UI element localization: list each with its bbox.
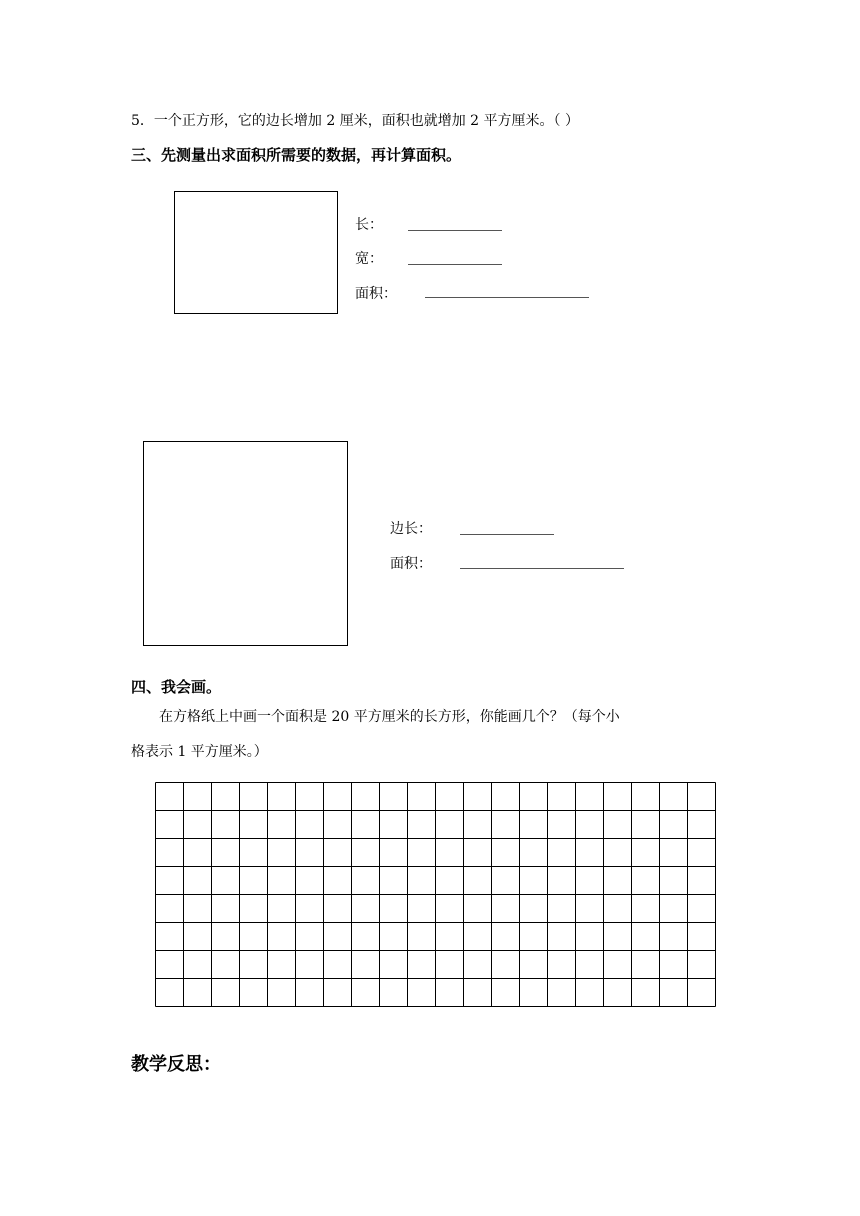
- measure-rectangle: [174, 191, 338, 314]
- width-label: 宽：: [355, 251, 383, 267]
- drawing-grid[interactable]: [155, 782, 717, 1008]
- drawing-instruction-line1: 在方格纸上中画一个面积是 20 平方厘米的长方形，你能画几个？（每个小: [159, 709, 620, 725]
- section-four-title: 四、我会画。: [131, 678, 222, 696]
- square-area-answer-blank[interactable]: [460, 568, 624, 569]
- section-three-title: 三、先测量出求面积所需要的数据，再计算面积。: [131, 146, 462, 164]
- drawing-instruction-line2: 格表示 1 平方厘米。）: [131, 744, 268, 760]
- rectangle-area-label: 面积：: [355, 286, 397, 302]
- rectangle-area-answer-blank[interactable]: [425, 297, 589, 298]
- square-area-label: 面积：: [390, 556, 432, 572]
- length-label: 长：: [355, 217, 383, 233]
- side-length-label: 边长：: [390, 521, 432, 537]
- measure-square: [143, 441, 348, 646]
- teaching-reflection-title: 教学反思：: [131, 1054, 221, 1075]
- length-answer-blank[interactable]: [408, 230, 502, 231]
- question-5: 5．一个正方形，它的边长增加 2 厘米，面积也就增加 2 平方厘米。（ ）: [131, 113, 579, 129]
- side-length-answer-blank[interactable]: [460, 534, 554, 535]
- width-answer-blank[interactable]: [408, 264, 502, 265]
